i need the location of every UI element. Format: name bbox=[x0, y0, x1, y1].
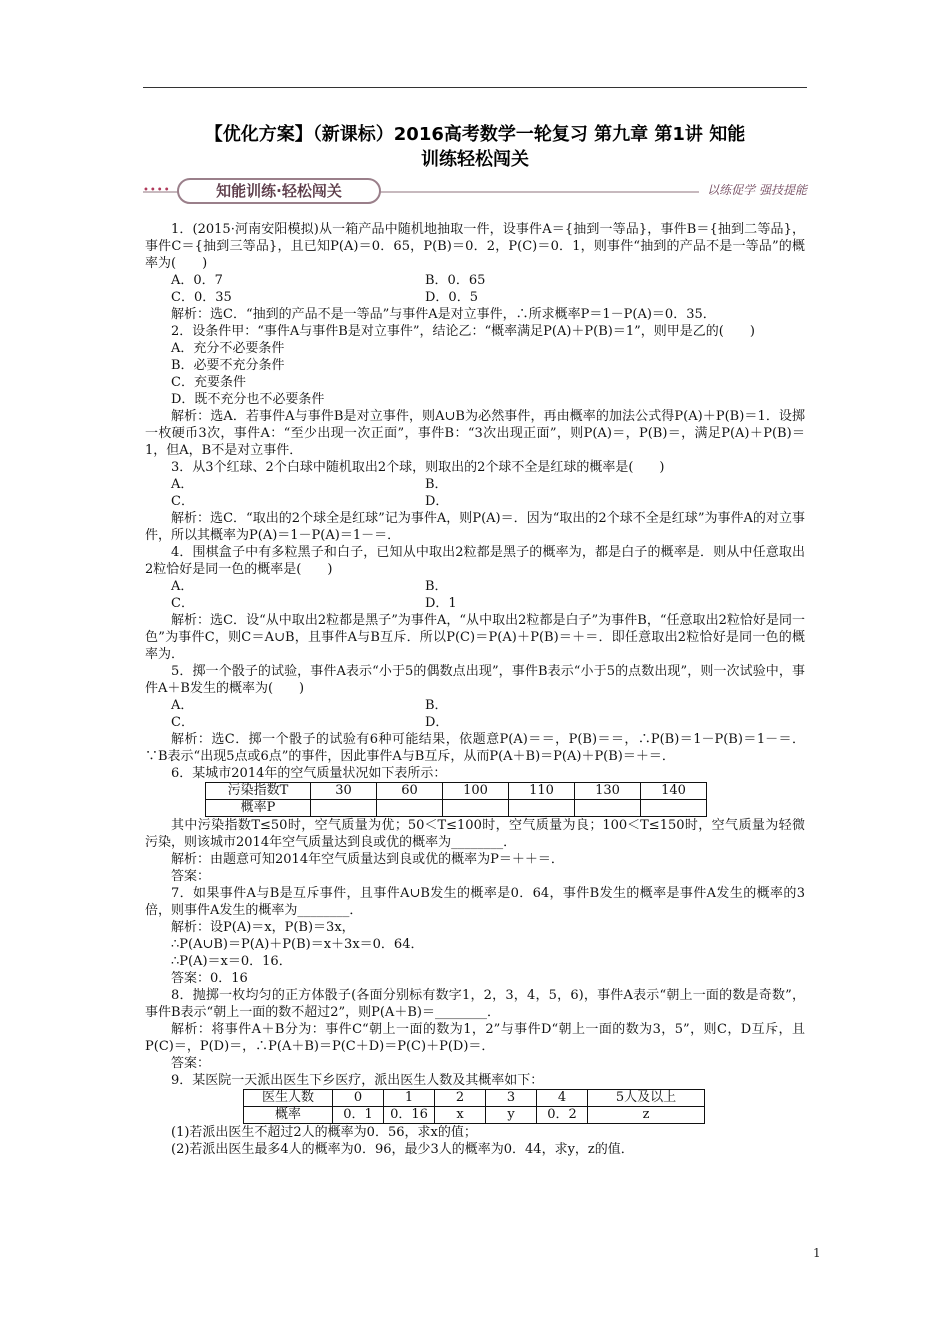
option: A． bbox=[171, 698, 194, 713]
table-cell bbox=[377, 800, 443, 817]
table-cell bbox=[443, 800, 509, 817]
table-cell: 140 bbox=[641, 783, 707, 800]
q3-options-row-2 bbox=[145, 493, 805, 510]
table-cell: 4 bbox=[537, 1090, 588, 1107]
q5-options-row-2 bbox=[145, 714, 805, 731]
option: B． bbox=[425, 579, 448, 594]
option: D．1 bbox=[425, 596, 457, 611]
page-number: 1 bbox=[813, 1246, 821, 1260]
table-cell bbox=[575, 800, 641, 817]
document-title bbox=[143, 122, 807, 172]
table-cell: 100 bbox=[443, 783, 509, 800]
option: C． bbox=[171, 715, 194, 730]
table-cell: 130 bbox=[575, 783, 641, 800]
question-4: 4．围棋盒子中有多粒黑子和白子，已知从中取出2粒都是黑子的概率为，都是白子的概率是．则从中任意取出2粒恰好是同一色的概率是( ) bbox=[145, 545, 805, 577]
question-9: 9．某医院一天派出医生下乡医疗，派出医生人数及其概率如下： bbox=[171, 1073, 544, 1088]
option: A．0．7 bbox=[171, 273, 223, 288]
solution-7-step-3: ∴P(A)＝x＝0．16． bbox=[171, 954, 292, 969]
answer-7: 答案：0．16 bbox=[171, 971, 248, 986]
option: D．0．5 bbox=[425, 290, 478, 305]
question-2: 2．设条件甲：“事件A与事件B是对立事件”，结论乙：“概率满足P(A)＋P(B)＝1”，则甲是乙的( ) bbox=[171, 324, 755, 339]
table-cell: 医生人数 bbox=[244, 1090, 333, 1107]
answer-8: 答案： bbox=[171, 1056, 211, 1071]
question-7: 7．如果事件A与B是互斥事件，且事件A∪B发生的概率是0．64，事件B发生的概率是事件A发生的概率的3倍，则事件A发生的概率为________． bbox=[145, 886, 805, 918]
option: A．充分不必要条件 bbox=[171, 341, 285, 356]
question-6-continued: 其中污染指数T≤50时，空气质量为优；50＜T≤100时，空气质量为良；100＜T≤150时，空气质量为轻微污染，则该城市2014年空气质量达到良或优的概率为________． bbox=[145, 818, 805, 850]
q3-options-row-1 bbox=[145, 476, 805, 493]
table-row bbox=[244, 1107, 705, 1124]
option: C．0．35 bbox=[171, 290, 232, 305]
table-cell: 0．1 bbox=[333, 1107, 384, 1124]
option: B． bbox=[425, 477, 448, 492]
solution-7-step-2: ∴P(A∪B)＝P(A)＋P(B)＝x＋3x＝0．64． bbox=[171, 937, 424, 952]
table-cell: 30 bbox=[311, 783, 377, 800]
q4-options-row-2 bbox=[145, 595, 805, 612]
table-cell: 概率P bbox=[206, 800, 311, 817]
solution-1: 解析：选C．“抽到的产品不是一等品”与事件A是对立事件，∴所求概率P＝1－P(A)＝0．35． bbox=[171, 307, 716, 322]
option: B．必要不充分条件 bbox=[171, 358, 285, 373]
table-cell: 60 bbox=[377, 783, 443, 800]
answer-6: 答案： bbox=[171, 869, 211, 884]
question-5: 5．掷一个骰子的试验，事件A表示“小于5的偶数点出现”，事件B表示“小于5的点数出现”，则一次试验中，事件A＋B发生的概率为( ) bbox=[145, 664, 805, 696]
title-line-2: 训练轻松闯关 bbox=[421, 149, 529, 170]
header-rule bbox=[143, 87, 807, 88]
title-line-1: 【优化方案】（新课标）2016高考数学一轮复习 第九章 第1讲 知能 bbox=[204, 124, 746, 145]
solution-5: 解析：选C．掷一个骰子的试验有6种可能结果，依题意P(A)＝＝，P(B)＝＝，∴P(B)＝1－P(B)＝1－＝．∵B表示“出现5点或6点”的事件，因此事件A与B互斥，从而P(A＋B)＝P(A)＋P(B)＝＋＝． bbox=[145, 732, 805, 764]
table-cell: 0 bbox=[333, 1090, 384, 1107]
question-3: 3．从3个红球、2个白球中随机取出2个球，则取出的2个球不全是红球的概率是( ) bbox=[171, 460, 665, 475]
option: B． bbox=[425, 698, 448, 713]
table-cell: z bbox=[588, 1107, 705, 1124]
table-cell: 概率 bbox=[244, 1107, 333, 1124]
table-cell: 3 bbox=[486, 1090, 537, 1107]
section-banner bbox=[143, 177, 807, 207]
banner-dots-decoration: •••• bbox=[143, 185, 171, 196]
q1-options-row-2 bbox=[145, 289, 805, 306]
table-cell: 污染指数T bbox=[206, 783, 311, 800]
option: D．既不充分也不必要条件 bbox=[171, 392, 325, 407]
table-cell bbox=[509, 800, 575, 817]
option: C．充要条件 bbox=[171, 375, 246, 390]
q5-options-row-1 bbox=[145, 697, 805, 714]
solution-3: 解析：选C．“取出的2个球全是红球”记为事件A，则P(A)＝．因为“取出的2个球不全是红球”为事件A的对立事件，所以其概率为P(A)＝1－P(A)＝1－＝． bbox=[145, 511, 805, 543]
solution-6: 解析：由题意可知2014年空气质量达到良或优的概率为P＝＋＋＝． bbox=[171, 852, 564, 867]
table-cell: 110 bbox=[509, 783, 575, 800]
solution-8: 解析：将事件A＋B分为：事件C“朝上一面的数为1，2”与事件D“朝上一面的数为3，5”，则C，D互斥，且P(C)＝，P(D)＝，∴P(A＋B)＝P(C＋D)＝P(C)＋P(D)＝． bbox=[145, 1022, 805, 1054]
question-1: 1．(2015·河南安阳模拟)从一箱产品中随机地抽取一件，设事件A＝{抽到一等品}，事件B＝{抽到二等品}，事件C＝{抽到三等品}，且已知P(A)＝0．65，P(B)＝0．2，P(C)＝0．1，则事件“抽到的产品不是一等品”的概率为( ) bbox=[145, 222, 805, 271]
question-9-part-2: (2)若派出医生最多4人的概率为0．96，最少3人的概率为0．44，求y，z的值． bbox=[171, 1142, 634, 1157]
option: D． bbox=[425, 494, 449, 509]
option: D． bbox=[425, 715, 449, 730]
doctor-count-table bbox=[243, 1089, 705, 1124]
question-9-part-1: (1)若派出医生不超过2人的概率为0．56，求x的值； bbox=[171, 1125, 477, 1140]
table-cell: 0．2 bbox=[537, 1107, 588, 1124]
table-cell bbox=[641, 800, 707, 817]
table-row bbox=[206, 783, 707, 800]
solution-2: 解析：选A．若事件A与事件B是对立事件，则A∪B为必然事件，再由概率的加法公式得P(A)＋P(B)＝1．设掷一枚硬币3次，事件A：“至少出现一次正面”，事件B：“3次出现正面”，则P(A)＝，P(B)＝，满足P(A)＋P(B)＝1，但A，B不是对立事件． bbox=[145, 409, 805, 458]
table-cell: 5人及以上 bbox=[588, 1090, 705, 1107]
table-cell bbox=[311, 800, 377, 817]
option: A． bbox=[171, 579, 194, 594]
solution-7-step-1: 解析：设P(A)＝x，P(B)＝3x， bbox=[171, 920, 355, 935]
table-cell: y bbox=[486, 1107, 537, 1124]
air-quality-table bbox=[205, 782, 707, 817]
option: C． bbox=[171, 494, 194, 509]
table-cell: 2 bbox=[435, 1090, 486, 1107]
option: B．0．65 bbox=[425, 273, 486, 288]
solution-4: 解析：选C．设“从中取出2粒都是黑子”为事件A，“从中取出2粒都是白子”为事件B，“任意取出2粒恰好是同一色”为事件C，则C＝A∪B，且事件A与B互斥．所以P(C)＝P(A)＋P(B)＝＋＝．即任意取出2粒恰好是同一色的概率为． bbox=[145, 613, 805, 662]
table-cell: x bbox=[435, 1107, 486, 1124]
banner-label: 知能训练·轻松闯关 bbox=[177, 178, 381, 204]
option: A． bbox=[171, 477, 194, 492]
question-8: 8．抛掷一枚均匀的正方体骰子(各面分别标有数字1，2，3，4，5，6)，事件A表示“朝上一面的数是奇数”，事件B表示“朝上一面的数不超过2”，则P(A＋B)＝________． bbox=[145, 988, 805, 1020]
option: C． bbox=[171, 596, 194, 611]
table-cell: 1 bbox=[384, 1090, 435, 1107]
table-row bbox=[244, 1090, 705, 1107]
q4-options-row-1 bbox=[145, 578, 805, 595]
exercise-content bbox=[145, 221, 805, 1158]
table-cell: 0．16 bbox=[384, 1107, 435, 1124]
banner-motto: 以练促学 强技提能 bbox=[699, 181, 807, 198]
q1-options-row-1 bbox=[145, 272, 805, 289]
question-6: 6．某城市2014年的空气质量状况如下表所示： bbox=[171, 766, 447, 781]
table-row bbox=[206, 800, 707, 817]
